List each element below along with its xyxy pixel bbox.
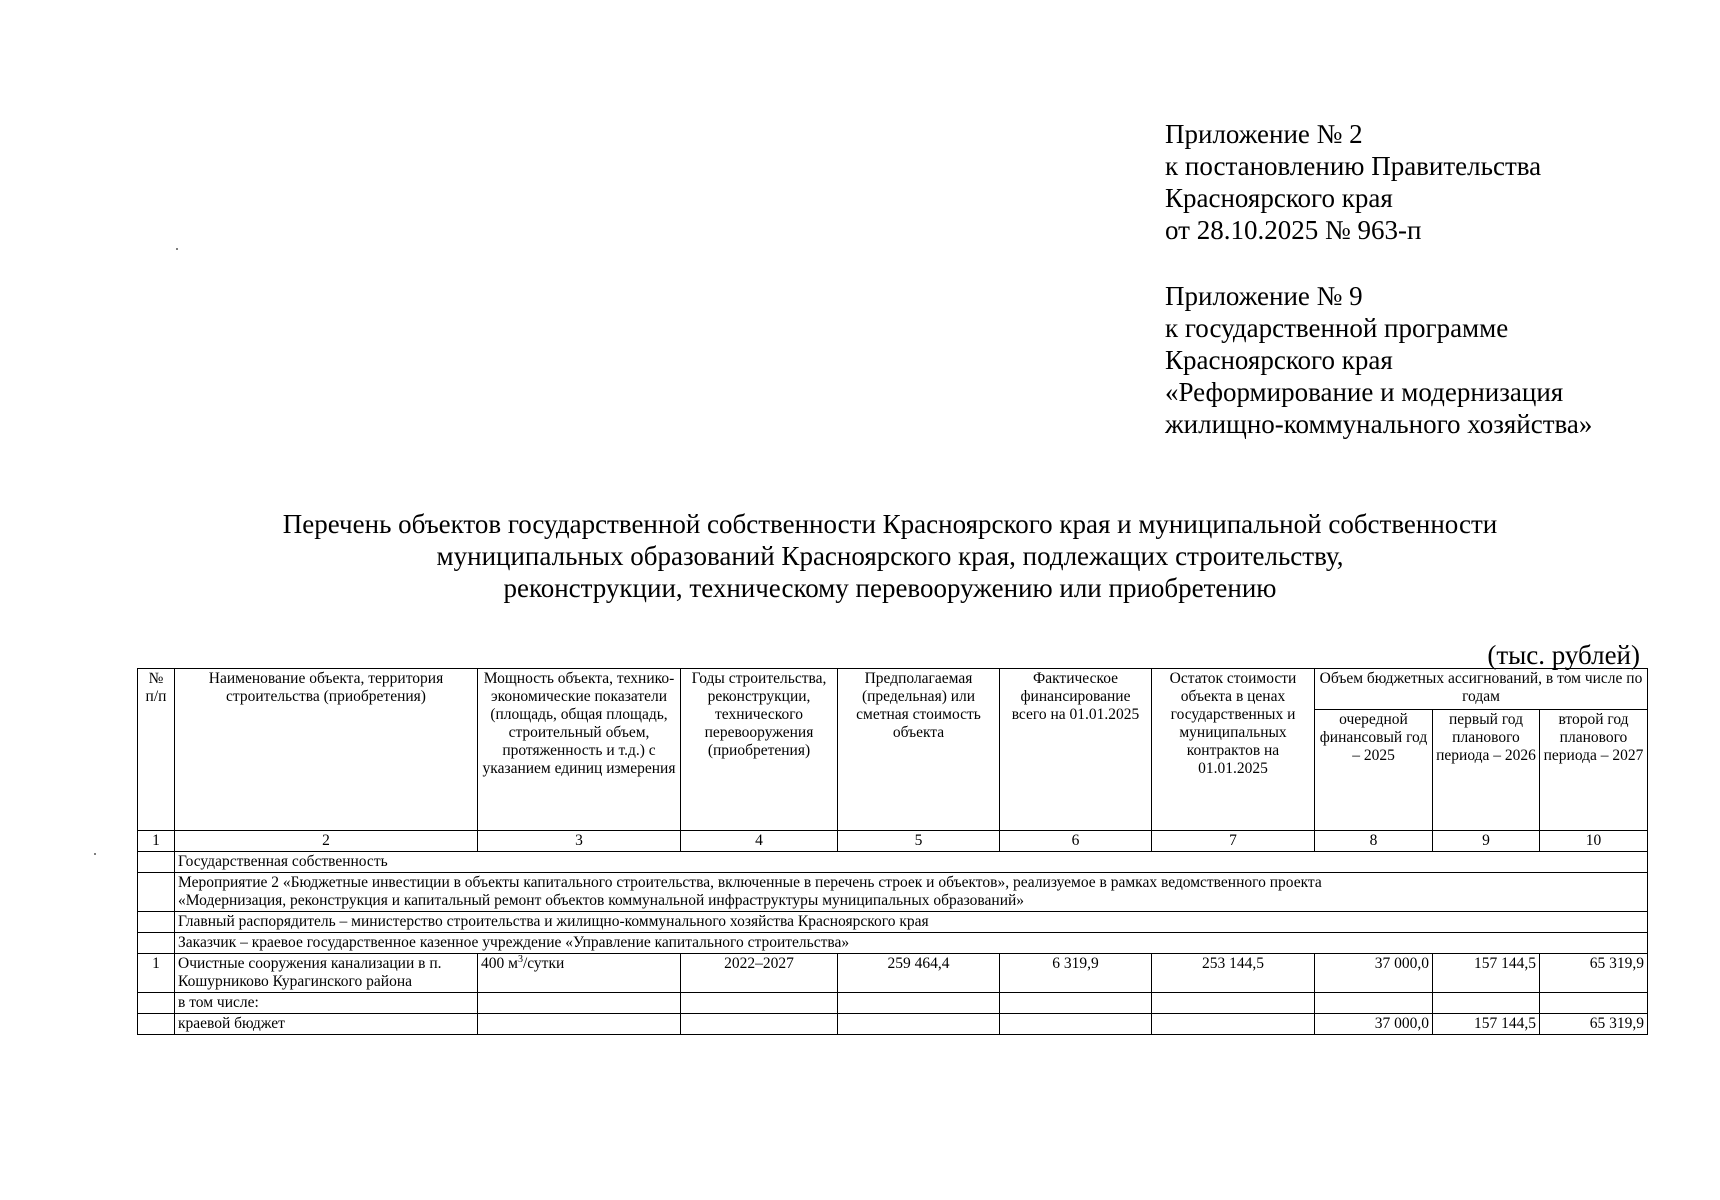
object-budget-2027: 65 319,9 — [1540, 954, 1648, 993]
section-manager: Главный распорядитель – министерство строительства и жилищно-коммунального хозяйства Красноярского края — [175, 912, 1648, 933]
object-years: 2022–2027 — [681, 954, 838, 993]
object-cost: 259 464,4 — [838, 954, 1000, 993]
header-budget-group: Объем бюджетных ассигнований, в том числе по годам — [1315, 669, 1648, 710]
capacity-unit: /сутки — [522, 955, 565, 972]
header-year-2027: второй год планового периода – 2027 — [1540, 710, 1648, 831]
annex-line: Приложение № 9 — [1165, 281, 1363, 311]
capacity-value: 400 м — [481, 955, 518, 972]
annex-line: Красноярского края — [1165, 183, 1393, 213]
object-name: Очистные сооружения канализации в п. Кошурниково Курагинского района — [175, 954, 478, 993]
column-number: 3 — [478, 831, 681, 852]
empty-cell — [681, 1014, 838, 1035]
column-number: 7 — [1152, 831, 1315, 852]
regional-budget-2025: 37 000,0 — [1315, 1014, 1433, 1035]
section-measure — [175, 873, 1648, 912]
empty-cell — [478, 993, 681, 1014]
empty-cell — [838, 993, 1000, 1014]
table-header-row — [138, 669, 1648, 710]
empty-cell — [1152, 1014, 1315, 1035]
empty-cell — [1540, 993, 1648, 1014]
annex-line: Приложение № 2 — [1165, 119, 1363, 149]
object-capacity — [478, 954, 681, 993]
column-number: 5 — [838, 831, 1000, 852]
header-year-2025: очередной финансовый год – 2025 — [1315, 710, 1433, 831]
empty-cell — [1000, 1014, 1152, 1035]
annex-line: к постановлению Правительства — [1165, 151, 1542, 181]
empty-cell — [838, 1014, 1000, 1035]
header-remaining: Остаток стоимости объекта в ценах государственных и муниципальных контрактов на 01.01.2025 — [1152, 669, 1315, 831]
header-cost: Предполагаемая (предельная) или сметная стоимость объекта — [838, 669, 1000, 831]
empty-cell — [138, 852, 175, 873]
object-financed: 6 319,9 — [1000, 954, 1152, 993]
annex-line: к государственной программе — [1165, 313, 1509, 343]
column-number: 2 — [175, 831, 478, 852]
document-title — [100, 508, 1680, 604]
title-line: муниципальных образований Красноярского края, подлежащих строительству, — [436, 541, 1344, 571]
header-year-2026: первый год планового периода – 2026 — [1433, 710, 1540, 831]
units-label: (тыс. рублей) — [1487, 640, 1640, 670]
column-number: 1 — [138, 831, 175, 852]
table-row-including — [138, 993, 1648, 1014]
section-row-manager — [138, 912, 1648, 933]
section-row-ownership — [138, 852, 1648, 873]
empty-cell — [138, 873, 175, 912]
section-row-customer — [138, 933, 1648, 954]
table-row-regional-budget — [138, 1014, 1648, 1035]
empty-cell — [138, 912, 175, 933]
empty-cell — [1000, 993, 1152, 1014]
header-financed: Фактическое финансирование всего на 01.01.2025 — [1000, 669, 1152, 831]
column-number: 6 — [1000, 831, 1152, 852]
measure-line: «Модернизация, реконструкция и капитальный ремонт объектов коммунальной инфраструктуры муниципальных образований» — [178, 892, 1025, 909]
header-capacity: Мощность объекта, технико-экономические показатели (площадь, общая площадь, строительный объем, протяженность и т.д.) с указанием единиц измерения — [478, 669, 681, 831]
annex-block-secondary — [1165, 280, 1685, 440]
column-number: 10 — [1540, 831, 1648, 852]
table-row-object — [138, 954, 1648, 993]
column-number: 9 — [1433, 831, 1540, 852]
title-line: Перечень объектов государственной собственности Красноярского края и муниципальной собственности — [282, 509, 1498, 539]
section-customer: Заказчик – краевое государственное казенное учреждение «Управление капитального строительства» — [175, 933, 1648, 954]
section-ownership: Государственная собственность — [175, 852, 1648, 873]
scan-speck — [176, 248, 178, 250]
empty-cell — [1152, 993, 1315, 1014]
header-years: Годы строительства, реконструкции, технического перевооружения (приобретения) — [681, 669, 838, 831]
regional-budget-2027: 65 319,9 — [1540, 1014, 1648, 1035]
empty-cell — [1315, 993, 1433, 1014]
capacity-superscript: 3 — [517, 953, 523, 965]
header-num: № п/п — [138, 669, 175, 831]
object-remaining: 253 144,5 — [1152, 954, 1315, 993]
including-label: в том числе: — [175, 993, 478, 1014]
section-row-measure — [138, 873, 1648, 912]
empty-cell — [1433, 993, 1540, 1014]
annex-line: от 28.10.2025 № 963-п — [1165, 215, 1422, 245]
column-numbers-row — [138, 831, 1648, 852]
object-num: 1 — [138, 954, 175, 993]
scan-speck — [94, 853, 96, 855]
empty-cell — [138, 933, 175, 954]
column-number: 4 — [681, 831, 838, 852]
title-line: реконструкции, техническому перевооружению или приобретению — [503, 573, 1277, 603]
regional-budget-label: краевой бюджет — [175, 1014, 478, 1035]
regional-budget-2026: 157 144,5 — [1433, 1014, 1540, 1035]
empty-cell — [478, 1014, 681, 1035]
header-name: Наименование объекта, территория строительства (приобретения) — [175, 669, 478, 831]
annex-line: «Реформирование и модернизация — [1165, 377, 1564, 407]
empty-cell — [138, 1014, 175, 1035]
objects-table — [137, 668, 1648, 1035]
empty-cell — [681, 993, 838, 1014]
empty-cell — [138, 993, 175, 1014]
annex-line: Красноярского края — [1165, 345, 1393, 375]
annex-line: жилищно-коммунального хозяйства» — [1165, 409, 1593, 439]
annex-block-primary — [1165, 118, 1685, 246]
object-budget-2025: 37 000,0 — [1315, 954, 1433, 993]
column-number: 8 — [1315, 831, 1433, 852]
object-budget-2026: 157 144,5 — [1433, 954, 1540, 993]
measure-line: Мероприятие 2 «Бюджетные инвестиции в объекты капитального строительства, включенные в перечень строек и объектов», реализуемое в рамках ведомственного проекта — [178, 874, 1322, 891]
